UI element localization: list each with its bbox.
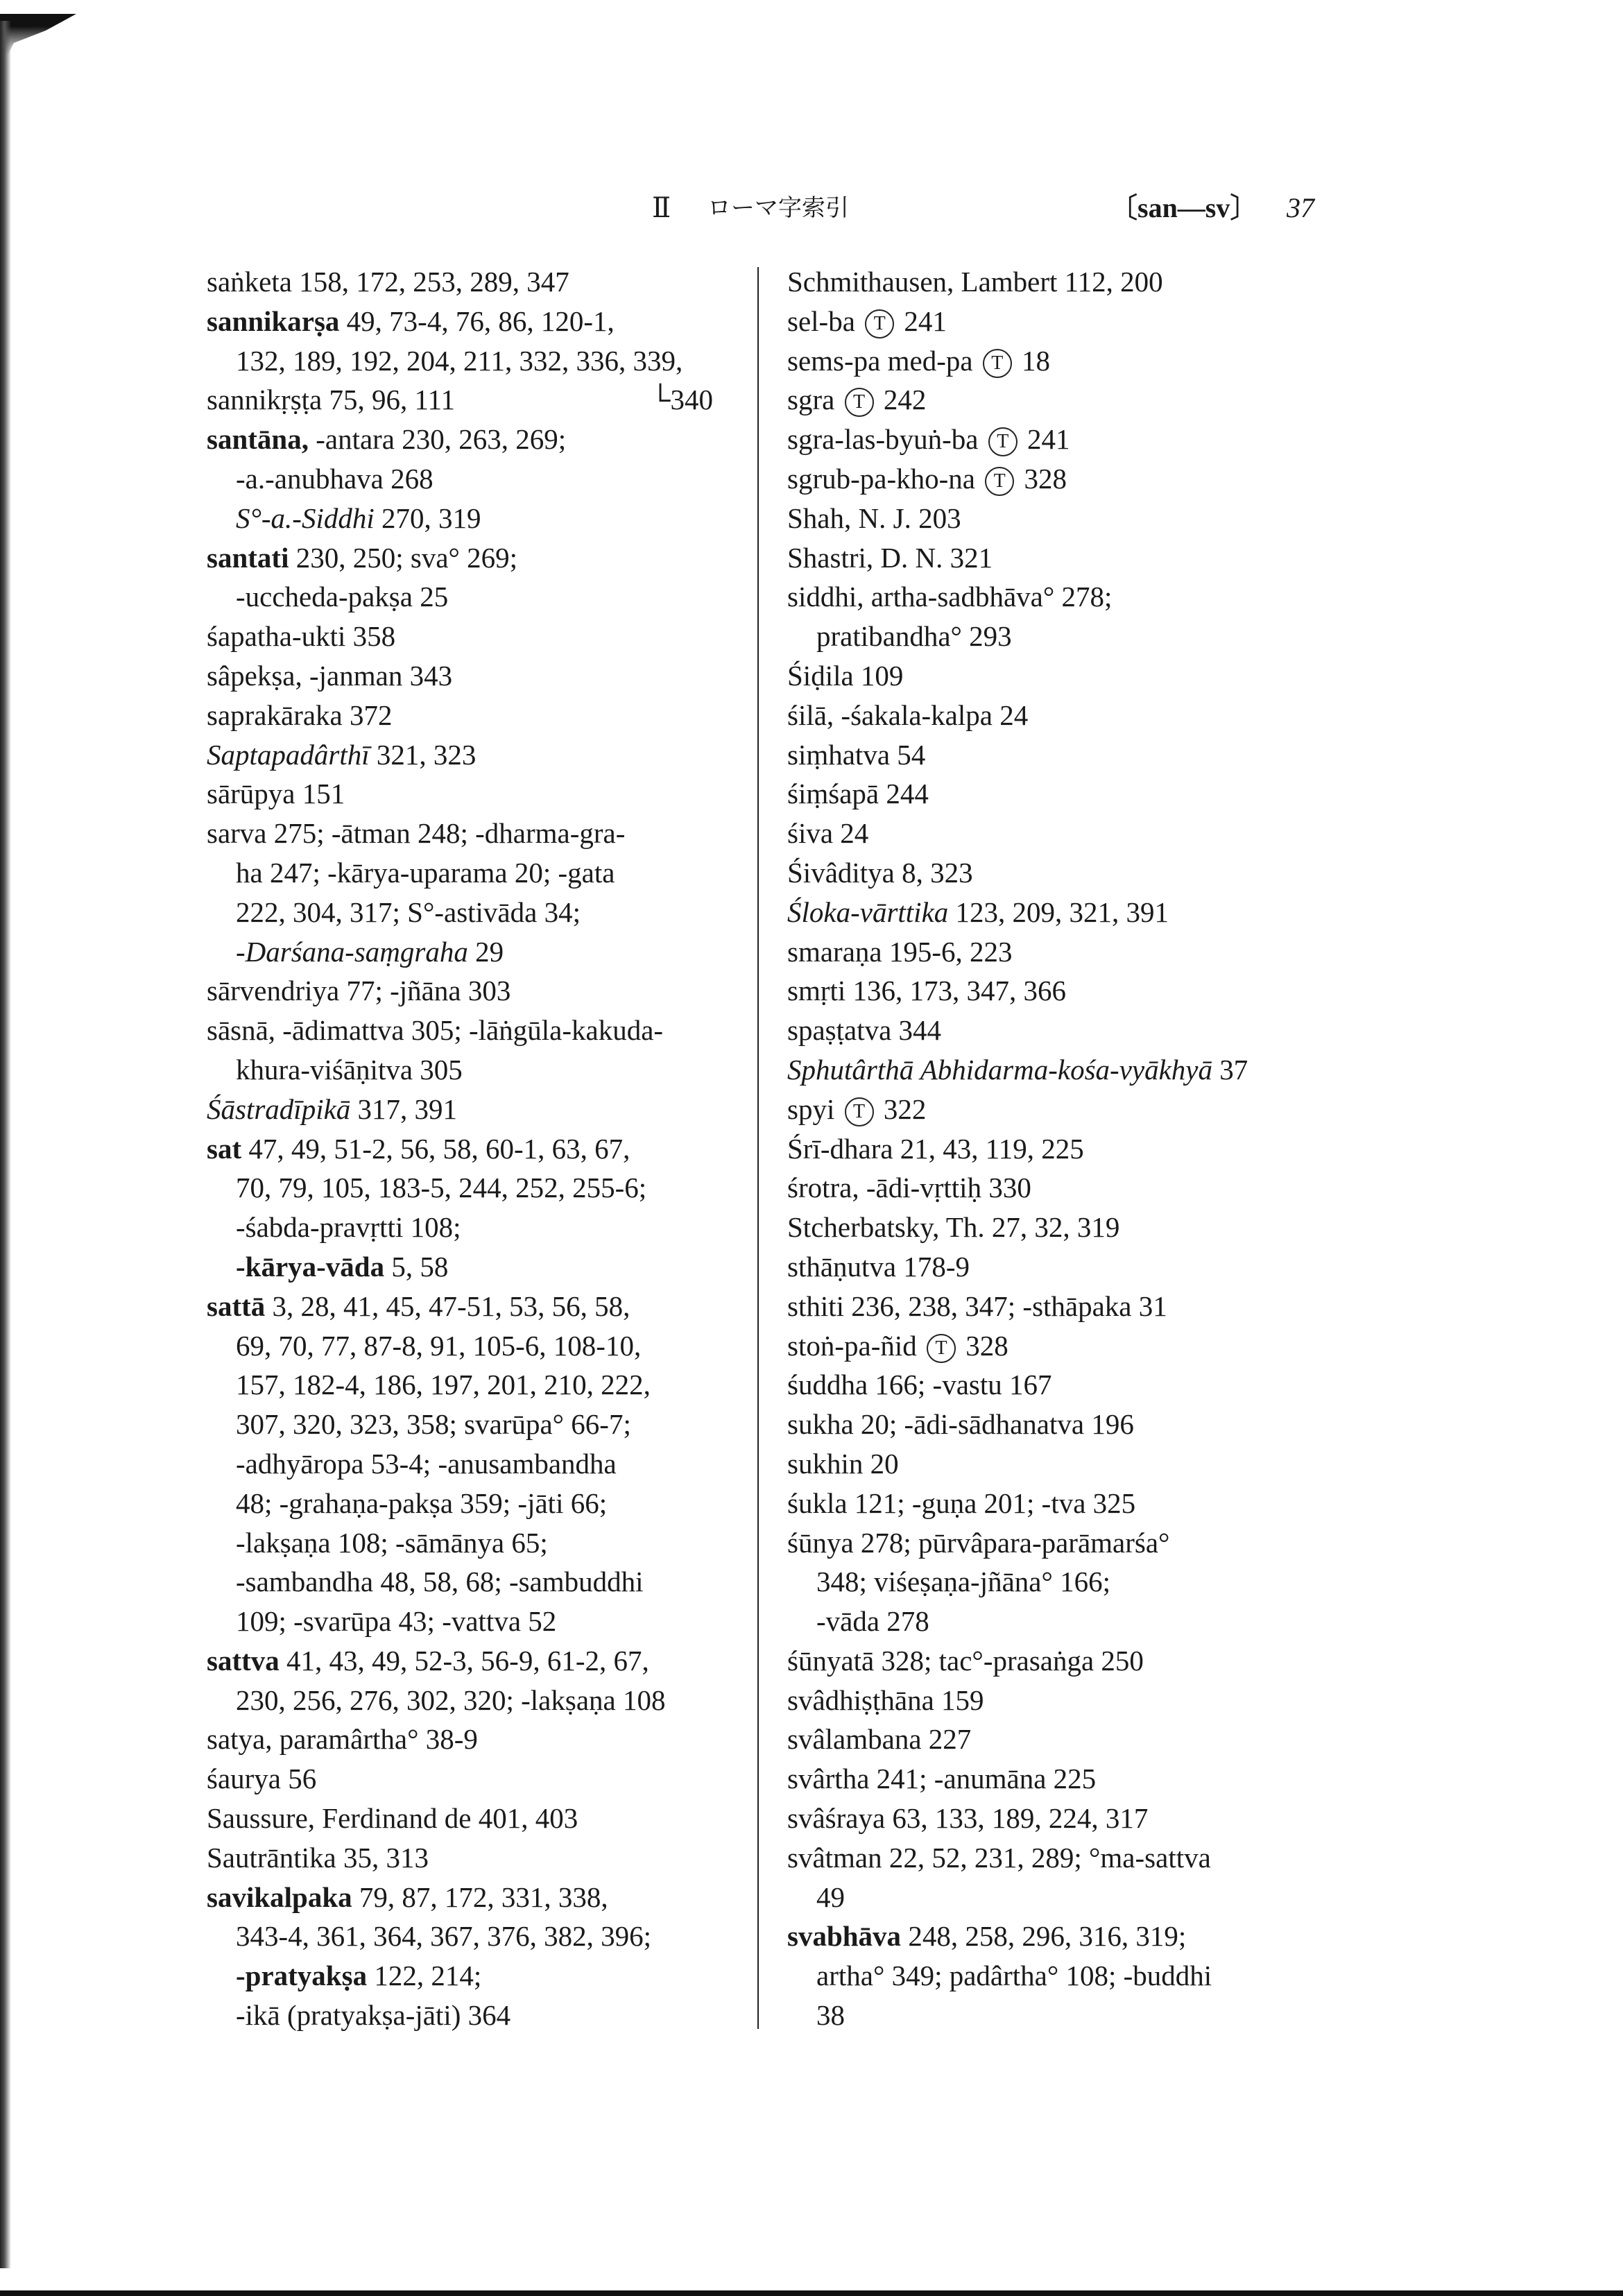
entry-text: 328 xyxy=(1017,462,1067,495)
entry-text: Shastri, D. N. 321 xyxy=(787,541,993,574)
entry-text: -ikā (pratyakṣa-jāti) 364 xyxy=(236,1999,511,2032)
entry-headword: S°-a.-Siddhi xyxy=(236,502,375,534)
index-entry xyxy=(787,1759,1328,1799)
index-entry xyxy=(787,1011,1328,1050)
index-entry xyxy=(787,1050,1328,1090)
index-entry xyxy=(787,1247,1328,1287)
entry-text: śūnya 278; pūrvâpara-parāmarśa° xyxy=(787,1526,1170,1559)
index-entry xyxy=(787,1129,1328,1169)
entry-text: 307, 320, 323, 358; svarūpa° 66-7; xyxy=(236,1408,631,1441)
entry-text: sukhin 20 xyxy=(787,1447,899,1480)
entry-line xyxy=(207,1484,755,1523)
index-entry xyxy=(787,1799,1328,1838)
index-entry xyxy=(787,1720,1328,1759)
entry-line xyxy=(207,814,755,853)
index-entry xyxy=(787,1838,1328,1917)
entry-text: -śabda-pravṛtti 108; xyxy=(236,1211,461,1244)
index-entry xyxy=(207,1878,755,1957)
entry-text: saprakāraka 372 xyxy=(207,699,393,731)
entry-text: -sambandha 48, 58, 68; -sambuddhi xyxy=(236,1566,644,1598)
entry-text: Shah, N. J. 203 xyxy=(787,502,961,534)
entry-text: Stcherbatsky, Th. 27, 32, 319 xyxy=(787,1211,1120,1244)
entry-text: -antara 230, 263, 269; xyxy=(308,423,567,456)
entry-headword: sannikarṣa xyxy=(207,305,340,337)
entry-text: 122, 214; xyxy=(367,1960,482,1992)
index-entry xyxy=(207,814,755,932)
index-subentry xyxy=(207,459,755,499)
index-entry xyxy=(787,420,1328,459)
index-range: 〔san—sv〕 xyxy=(1110,192,1258,223)
entry-headword: savikalpaka xyxy=(207,1881,352,1913)
entry-text: stoṅ-pa-ñid xyxy=(787,1329,924,1362)
index-column-right xyxy=(787,262,1328,2035)
entry-headword: santati xyxy=(207,541,289,574)
entry-line xyxy=(207,302,755,341)
index-entry xyxy=(787,499,1328,538)
index-entry xyxy=(207,1011,755,1090)
entry-text: 49, 73-4, 76, 86, 120-1, xyxy=(339,305,615,337)
index-entry xyxy=(787,1326,1328,1366)
index-subentry xyxy=(207,1208,755,1247)
tibetan-marker: T xyxy=(983,349,1012,378)
entry-text: 18 xyxy=(1014,344,1051,377)
scan-shadow-top xyxy=(0,14,76,55)
entry-text: 48; -grahaṇa-pakṣa 359; -jāti 66; xyxy=(236,1487,608,1519)
entry-text: Śrī-dhara 21, 43, 119, 225 xyxy=(787,1132,1084,1165)
entry-text: 5, 58 xyxy=(384,1250,449,1283)
index-entry xyxy=(207,380,755,420)
entry-text: 109; -svarūpa 43; -vattva 52 xyxy=(236,1605,557,1638)
entry-text: sel-ba xyxy=(787,305,863,337)
page-number: 37 xyxy=(1287,192,1314,223)
entry-text: smṛti 136, 173, 347, 366 xyxy=(787,975,1067,1007)
entry-text: khura-viśāṇitva 305 xyxy=(236,1053,463,1086)
entry-line xyxy=(787,1838,1328,1878)
index-entry xyxy=(207,1799,755,1838)
entry-text: saṅketa 158, 172, 253, 289, 347 xyxy=(207,266,569,298)
entry-headword: sattva xyxy=(207,1644,280,1677)
index-entry xyxy=(787,1444,1328,1484)
index-entry xyxy=(207,1090,755,1129)
entry-text: 248, 258, 296, 316, 319; xyxy=(901,1920,1187,1953)
entry-text: Schmithausen, Lambert 112, 200 xyxy=(787,266,1163,298)
index-entry xyxy=(787,341,1328,381)
scan-shadow-left xyxy=(0,21,11,2268)
entry-text: sthiti 236, 238, 347; -sthāpaka 31 xyxy=(787,1290,1167,1322)
entry-text: svâtman 22, 52, 231, 289; °ma-sattva xyxy=(787,1841,1211,1874)
entry-line xyxy=(207,1287,755,1326)
entry-line xyxy=(207,1405,755,1444)
entry-headword: Śāstradīpikā xyxy=(207,1093,351,1125)
index-entry xyxy=(787,893,1328,932)
index-entry xyxy=(207,971,755,1011)
index-subentry xyxy=(207,1996,755,2035)
index-subentry xyxy=(207,1247,755,1287)
index-entry xyxy=(207,1129,755,1208)
entry-line xyxy=(207,1050,755,1090)
entry-line xyxy=(207,1641,755,1681)
scan-shadow-bottom xyxy=(0,2290,1623,2296)
entry-text: -vāda 278 xyxy=(816,1605,929,1638)
entry-text: 29 xyxy=(467,935,504,968)
index-entry xyxy=(787,1484,1328,1523)
entry-line xyxy=(207,893,755,932)
entry-text: 241 xyxy=(1020,423,1070,456)
entry-text: 157, 182-4, 186, 197, 201, 210, 222, xyxy=(236,1369,651,1401)
entry-line xyxy=(787,1956,1328,1996)
entry-text: svâlambana 227 xyxy=(787,1723,972,1756)
index-subentry xyxy=(207,577,755,617)
entry-text: -uccheda-pakṣa 25 xyxy=(236,581,449,613)
continuation-marker: └340 xyxy=(650,384,713,416)
entry-text: sāsnā, -ādimattva 305; -lāṅgūla-kakuda- xyxy=(207,1014,664,1047)
index-entry xyxy=(787,459,1328,499)
entry-text: Sautrāntika 35, 313 xyxy=(207,1841,429,1874)
entry-text: śukla 121; -guṇa 201; -tva 325 xyxy=(787,1487,1136,1519)
entry-text: spaṣṭatva 344 xyxy=(787,1014,942,1047)
index-entry xyxy=(207,774,755,814)
entry-text: sâpekṣa, -janman 343 xyxy=(207,659,453,692)
index-entry xyxy=(207,262,755,302)
index-entry xyxy=(207,1759,755,1799)
index-entry xyxy=(787,538,1328,578)
entry-line xyxy=(207,1444,755,1484)
index-entry xyxy=(787,735,1328,775)
entry-text: śilā, -śakala-kalpa 24 xyxy=(787,699,1029,731)
entry-text: sems-pa med-pa xyxy=(787,344,980,377)
index-entry xyxy=(787,1287,1328,1326)
index-subentry xyxy=(207,932,755,972)
entry-headword: sattā xyxy=(207,1290,266,1322)
entry-text: 242 xyxy=(876,384,927,416)
entry-line xyxy=(207,1168,755,1208)
index-entry xyxy=(207,696,755,735)
entry-headword: -Darśana-saṃgraha xyxy=(236,935,468,968)
tibetan-marker: T xyxy=(927,1334,956,1363)
index-subentry xyxy=(787,1602,1328,1641)
entry-text: Śiḍila 109 xyxy=(787,659,904,692)
entry-text: pratibandha° 293 xyxy=(816,620,1012,653)
entry-line xyxy=(207,1681,755,1720)
entry-text: śrotra, -ādi-vṛttiḥ 330 xyxy=(787,1172,1031,1204)
entry-headword: svabhāva xyxy=(787,1920,902,1953)
entry-headword: santāna, xyxy=(207,423,309,456)
entry-headword: -pratyakṣa xyxy=(236,1960,368,1992)
entry-text: śūnyatā 328; tac°-prasaṅga 250 xyxy=(787,1644,1144,1677)
section-title: ローマ字索引 xyxy=(707,194,849,222)
entry-text: Śivâditya 8, 323 xyxy=(787,856,973,889)
index-entry xyxy=(787,696,1328,735)
entry-text: -adhyāropa 53-4; -anusambandha xyxy=(236,1447,617,1480)
index-entry xyxy=(787,853,1328,893)
entry-text: sarva 275; -ātman 248; -dharma-gra- xyxy=(207,817,626,850)
index-entry xyxy=(787,774,1328,814)
entry-text: śiva 24 xyxy=(787,817,869,850)
entry-text: 69, 70, 77, 87-8, 91, 105-6, 108-10, xyxy=(236,1329,642,1362)
entry-line xyxy=(207,1326,755,1366)
entry-text: smaraṇa 195-6, 223 xyxy=(787,935,1013,968)
entry-line xyxy=(207,341,755,381)
entry-text: 79, 87, 172, 331, 338, xyxy=(352,1881,608,1913)
index-entry xyxy=(207,617,755,656)
entry-text: sgra xyxy=(787,384,842,416)
index-entry xyxy=(787,1365,1328,1405)
entry-text: 70, 79, 105, 183-5, 244, 252, 255-6; xyxy=(236,1172,647,1204)
entry-text: svâśraya 63, 133, 189, 224, 317 xyxy=(787,1802,1149,1835)
index-entry xyxy=(787,971,1328,1011)
entry-text: sārūpya 151 xyxy=(207,778,345,810)
entry-text: svârtha 241; -anumāna 225 xyxy=(787,1763,1097,1795)
entry-text: śaurya 56 xyxy=(207,1763,317,1795)
index-subentry xyxy=(207,499,755,538)
entry-text: -lakṣaṇa 108; -sāmānya 65; xyxy=(236,1526,548,1559)
index-entry xyxy=(787,1168,1328,1208)
entry-line xyxy=(207,1602,755,1641)
entry-text: Saussure, Ferdinand de 401, 403 xyxy=(207,1802,578,1835)
entry-line xyxy=(207,1365,755,1405)
entry-headword: Saptapadârthī xyxy=(207,738,370,771)
entry-text: 317, 391 xyxy=(350,1093,458,1125)
entry-text: 3, 28, 41, 45, 47-51, 53, 56, 58, xyxy=(265,1290,630,1322)
entry-line xyxy=(787,1523,1328,1563)
entry-text: 322 xyxy=(876,1093,927,1125)
index-entry xyxy=(207,538,755,578)
entry-text: svâdhiṣṭhāna 159 xyxy=(787,1684,984,1716)
index-column-left xyxy=(207,262,755,2035)
index-entry xyxy=(787,1523,1328,1602)
tibetan-marker: T xyxy=(988,427,1017,456)
entry-text: 328 xyxy=(959,1329,1008,1362)
entry-line xyxy=(207,853,755,893)
running-head xyxy=(652,187,1318,229)
entry-headword: -kārya-vāda xyxy=(236,1250,385,1283)
entry-line xyxy=(787,1878,1328,1917)
index-entry xyxy=(207,656,755,696)
entry-line xyxy=(207,1523,755,1563)
entry-text: 321, 323 xyxy=(369,738,476,771)
entry-line xyxy=(207,1011,755,1050)
index-entry xyxy=(787,1641,1328,1681)
entry-text: śuddha 166; -vastu 167 xyxy=(787,1369,1052,1401)
index-entry xyxy=(207,1838,755,1878)
entry-text: sthāṇutva 178-9 xyxy=(787,1250,970,1283)
entry-text: artha° 349; padârtha° 108; -buddhi xyxy=(816,1960,1212,1992)
index-entry xyxy=(787,1681,1328,1720)
entry-line xyxy=(207,1917,755,1956)
index-entry xyxy=(787,1405,1328,1444)
entry-line xyxy=(207,1878,755,1917)
index-entry xyxy=(207,1641,755,1720)
entry-headword: Sphutârthā Abhidarma-kośa-vyākhyā xyxy=(787,1053,1212,1086)
column-divider xyxy=(757,267,759,2029)
entry-text: 49 xyxy=(816,1881,845,1913)
entry-text: 230, 250; sva° 269; xyxy=(289,541,518,574)
entry-line xyxy=(787,1917,1328,1956)
index-entry xyxy=(787,656,1328,696)
index-entry xyxy=(787,577,1328,617)
entry-text: 37 xyxy=(1212,1053,1248,1086)
entry-text: 123, 209, 321, 391 xyxy=(948,896,1169,928)
entry-text: sukha 20; -ādi-sādhanatva 196 xyxy=(787,1408,1134,1441)
index-entry xyxy=(207,420,755,459)
entry-text: 38 xyxy=(816,1999,845,2032)
entry-text: 41, 43, 49, 52-3, 56-9, 61-2, 67, xyxy=(279,1644,649,1677)
index-entry xyxy=(787,814,1328,853)
entry-text: 132, 189, 192, 204, 211, 332, 336, 339, xyxy=(236,344,683,377)
entry-text: spyi xyxy=(787,1093,842,1125)
entry-text: 241 xyxy=(897,305,947,337)
entry-text: 222, 304, 317; S°-astivāda 34; xyxy=(236,896,581,928)
index-entry xyxy=(787,262,1328,302)
entry-line xyxy=(787,1562,1328,1602)
tibetan-marker: T xyxy=(845,388,874,417)
index-entry xyxy=(787,302,1328,341)
entry-headword: sat xyxy=(207,1132,242,1165)
index-entry xyxy=(787,1208,1328,1247)
entry-text: 343-4, 361, 364, 367, 376, 382, 396; xyxy=(236,1920,652,1953)
entry-text: śiṃśapā 244 xyxy=(787,778,929,810)
entry-text: -a.-anubhava 268 xyxy=(236,462,433,495)
entry-text: 47, 49, 51-2, 56, 58, 60-1, 63, 67, xyxy=(241,1132,630,1165)
tibetan-marker: T xyxy=(865,309,894,339)
entry-text: sgra-las-byuṅ-ba xyxy=(787,423,986,456)
entry-text: 270, 319 xyxy=(374,502,481,534)
entry-line xyxy=(207,1129,755,1169)
part-number: Ⅱ xyxy=(652,192,671,223)
entry-headword: Śloka-vārttika xyxy=(787,896,949,928)
entry-text: śapatha-ukti 358 xyxy=(207,620,396,653)
index-entry xyxy=(207,735,755,775)
index-entry xyxy=(207,1720,755,1759)
index-entry xyxy=(207,302,755,381)
index-entry xyxy=(787,380,1328,420)
entry-text: siṃhatva 54 xyxy=(787,738,926,771)
entry-text: siddhi, artha-sadbhāva° 278; xyxy=(787,581,1113,613)
tibetan-marker: T xyxy=(845,1097,874,1126)
index-entry xyxy=(787,1090,1328,1129)
index-subentry xyxy=(207,1956,755,1996)
index-entry xyxy=(207,1287,755,1641)
index-entry xyxy=(787,932,1328,972)
tibetan-marker: T xyxy=(985,467,1014,496)
entry-line xyxy=(207,1562,755,1602)
index-entry xyxy=(787,1917,1328,2034)
entry-text: satya, paramârtha° 38-9 xyxy=(207,1723,478,1756)
entry-text: 348; viśeṣaṇa-jñāna° 166; xyxy=(816,1566,1111,1598)
entry-text: ha 247; -kārya-uparama 20; -gata xyxy=(236,856,615,889)
entry-text: sārvendriya 77; -jñāna 303 xyxy=(207,975,511,1007)
entry-text: 230, 256, 276, 302, 320; -lakṣaṇa 108 xyxy=(236,1684,666,1716)
index-subentry xyxy=(787,617,1328,656)
entry-text: sgrub-pa-kho-na xyxy=(787,462,983,495)
entry-line xyxy=(787,1996,1328,2035)
entry-text: sannikṛṣṭa 75, 96, 111 xyxy=(207,384,455,416)
